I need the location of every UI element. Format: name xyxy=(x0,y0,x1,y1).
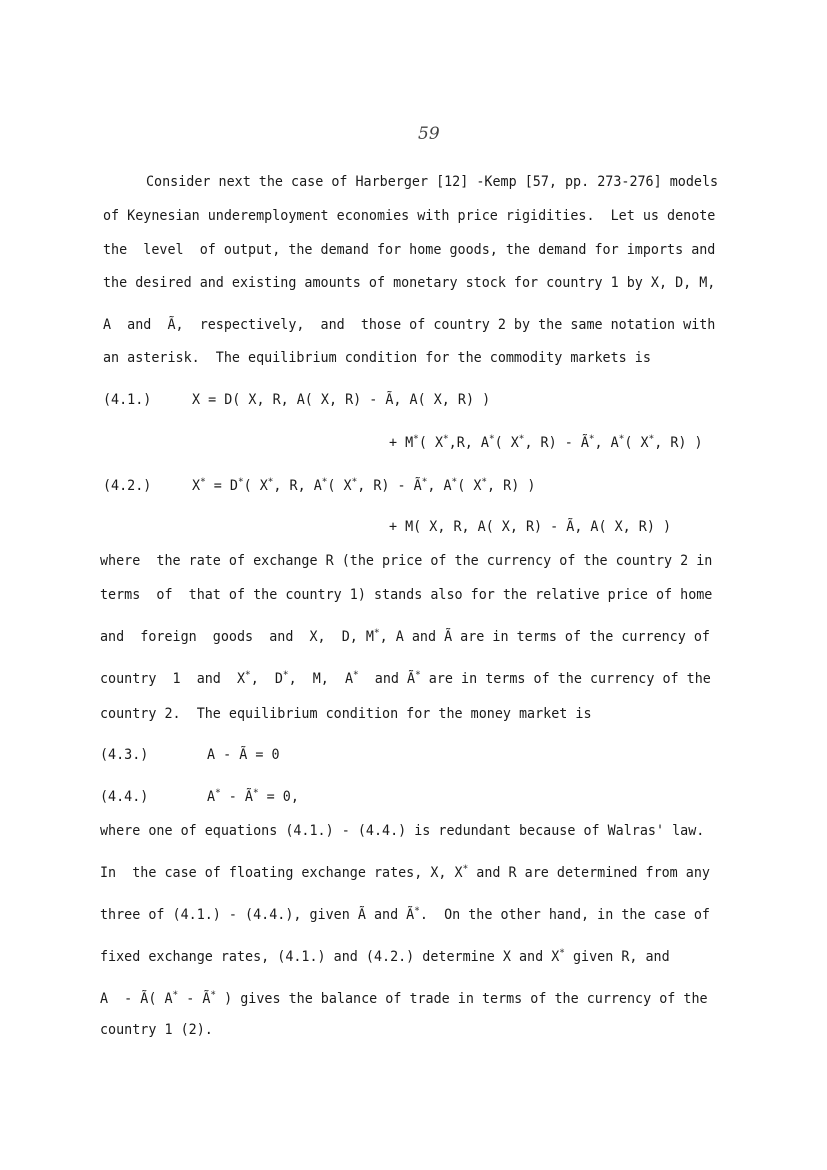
paragraph-1-line-5: A and Ã, respectively, and those of country 2 by the same notation with xyxy=(103,317,716,333)
paragraph-3-line-3: three of (4.1.) - (4.4.), given Ã and Ã*. On the other hand, in the case of xyxy=(100,905,710,923)
paragraph-3-line-6: country 1 (2). xyxy=(100,1022,213,1038)
paragraph-2-line-3: and foreign goods and X, D, M*, A and Ã are in terms of the currency of xyxy=(100,627,710,645)
paragraph-1-line-3: the level of output, the demand for home goods, the demand for imports and xyxy=(103,242,716,258)
paragraph-2-line-5: country 2. The equilibrium condition for the money market is xyxy=(100,706,592,722)
equation-4-1-line-1: X = D( X, R, A( X, R) - Ã, A( X, R) ) xyxy=(192,392,491,408)
paragraph-2-line-1: where the rate of exchange R (the price of the currency of the country 2 in xyxy=(100,553,713,569)
paragraph-2-line-2: terms of that of the country 1) stands also for the relative price of home xyxy=(100,587,713,603)
paragraph-3-line-2: In the case of floating exchange rates, X, X* and R are determined from any xyxy=(100,863,710,881)
equation-4-2-line-1: X* = D*( X*, R, A*( X*, R) - Ã*, A*( X*, R) ) xyxy=(192,476,536,494)
equation-4-3-label: (4.3.) xyxy=(100,747,149,763)
paragraph-1-line-6: an asterisk. The equilibrium condition for the commodity markets is xyxy=(103,350,651,366)
equation-4-2-line-2: + M( X, R, A( X, R) - Ã, A( X, R) ) xyxy=(389,519,672,535)
page-number: 59 xyxy=(418,124,440,144)
equation-4-2-label: (4.2.) xyxy=(103,478,152,494)
equation-4-1-label: (4.1.) xyxy=(103,392,152,408)
paragraph-3-line-5: A - Ã( A* - Ã* ) gives the balance of trade in terms of the currency of the xyxy=(100,989,708,1007)
equation-4-4-expression: A* - Ã* = 0, xyxy=(207,787,299,805)
paragraph-3-line-4: fixed exchange rates, (4.1.) and (4.2.) determine X and X* given R, and xyxy=(100,947,670,965)
equation-4-4-label: (4.4.) xyxy=(100,789,149,805)
paragraph-3-line-1: where one of equations (4.1.) - (4.4.) is redundant because of Walras' law. xyxy=(100,823,705,839)
paragraph-2-line-4: country 1 and X*, D*, M, A* and Ã* are in terms of the currency of the xyxy=(100,669,711,687)
paragraph-1-line-4: the desired and existing amounts of monetary stock for country 1 by X, D, M, xyxy=(103,275,716,291)
equation-4-1-line-2: + M*( X*,R, A*( X*, R) - Ã*, A*( X*, R) ) xyxy=(389,433,703,451)
paragraph-1-line-1: Consider next the case of Harberger [12] -Kemp [57, pp. 273-276] models xyxy=(146,174,719,190)
paragraph-1-line-2: of Keynesian underemployment economies with price rigidities. Let us denote xyxy=(103,208,716,224)
equation-4-3-expression: A - Ã = 0 xyxy=(207,747,280,763)
